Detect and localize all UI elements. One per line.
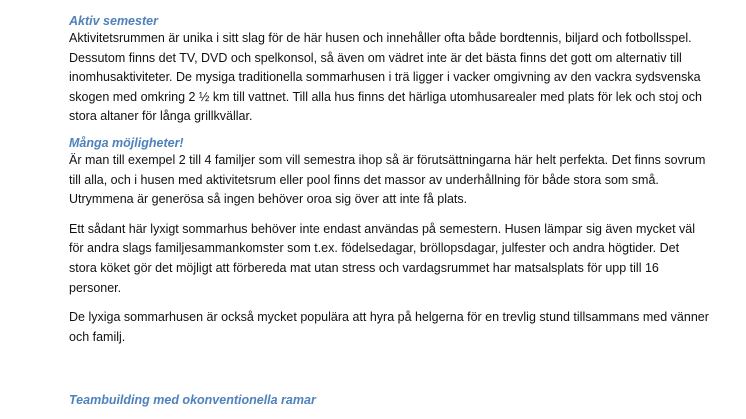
paragraph-aktiv-semester: Aktivitetsrummen är unika i sitt slag för de här husen och innehåller ofta både bordtennis, biljard och fotbollsspel. Dessutom finns det TV, DVD och spelkonsol, så även om vädret inte är det bästa finns det gott om alternativ till inomhusaktiviteter. De mysiga traditionella sommarhusen i trä ligger i vacker omgivning av den vackra sydsvenska skogen med omkring 2 ½ km till vattnet. Till alla hus finns det härliga utomhusarealer med plats för lek och stoj och stora altaner för långa grillkvällar. — [69, 31, 702, 124]
paragraph-helger: De lyxiga sommarhusen är också mycket populära att hyra på helgerna för en trevlig stund tillsammans med vänner och familj. — [69, 310, 709, 344]
spacer — [69, 347, 709, 392]
heading-teambuilding: Teambuilding med okonventionella ramar — [69, 393, 316, 408]
spacer — [69, 298, 709, 308]
paragraph-familjer: Är man till exempel 2 till 4 familjer som vill semestra ihop så är förutsättningarna här helt perfekta. Det finns sovrum till alla, och i husen med aktivitetsrum eller pool finns det massor av underhållning för både stora som små. Utrymmena är generösa så ingen behöver oroa sig över att inte få plats. — [69, 152, 706, 207]
heading-aktiv-semester: Aktiv semester — [69, 14, 158, 28]
spacer — [69, 127, 709, 135]
spacer — [69, 210, 709, 220]
document-body — [69, 13, 709, 408]
heading-manga-mojligheter: Många möjligheter! — [69, 135, 184, 150]
paragraph-lyxigt-sommarhus: Ett sådant här lyxigt sommarhus behöver inte endast användas på semestern. Husen lämpar sig även mycket väl för andra slags familjesammankomster som t.ex. födelsedagar, bröllopsdagar, julfester och andra högtider. Det stora köket gör det möjligt att förbereda mat utan stress och vardagsrummet har matsalsplats för upp till 16 personer. — [69, 221, 696, 295]
